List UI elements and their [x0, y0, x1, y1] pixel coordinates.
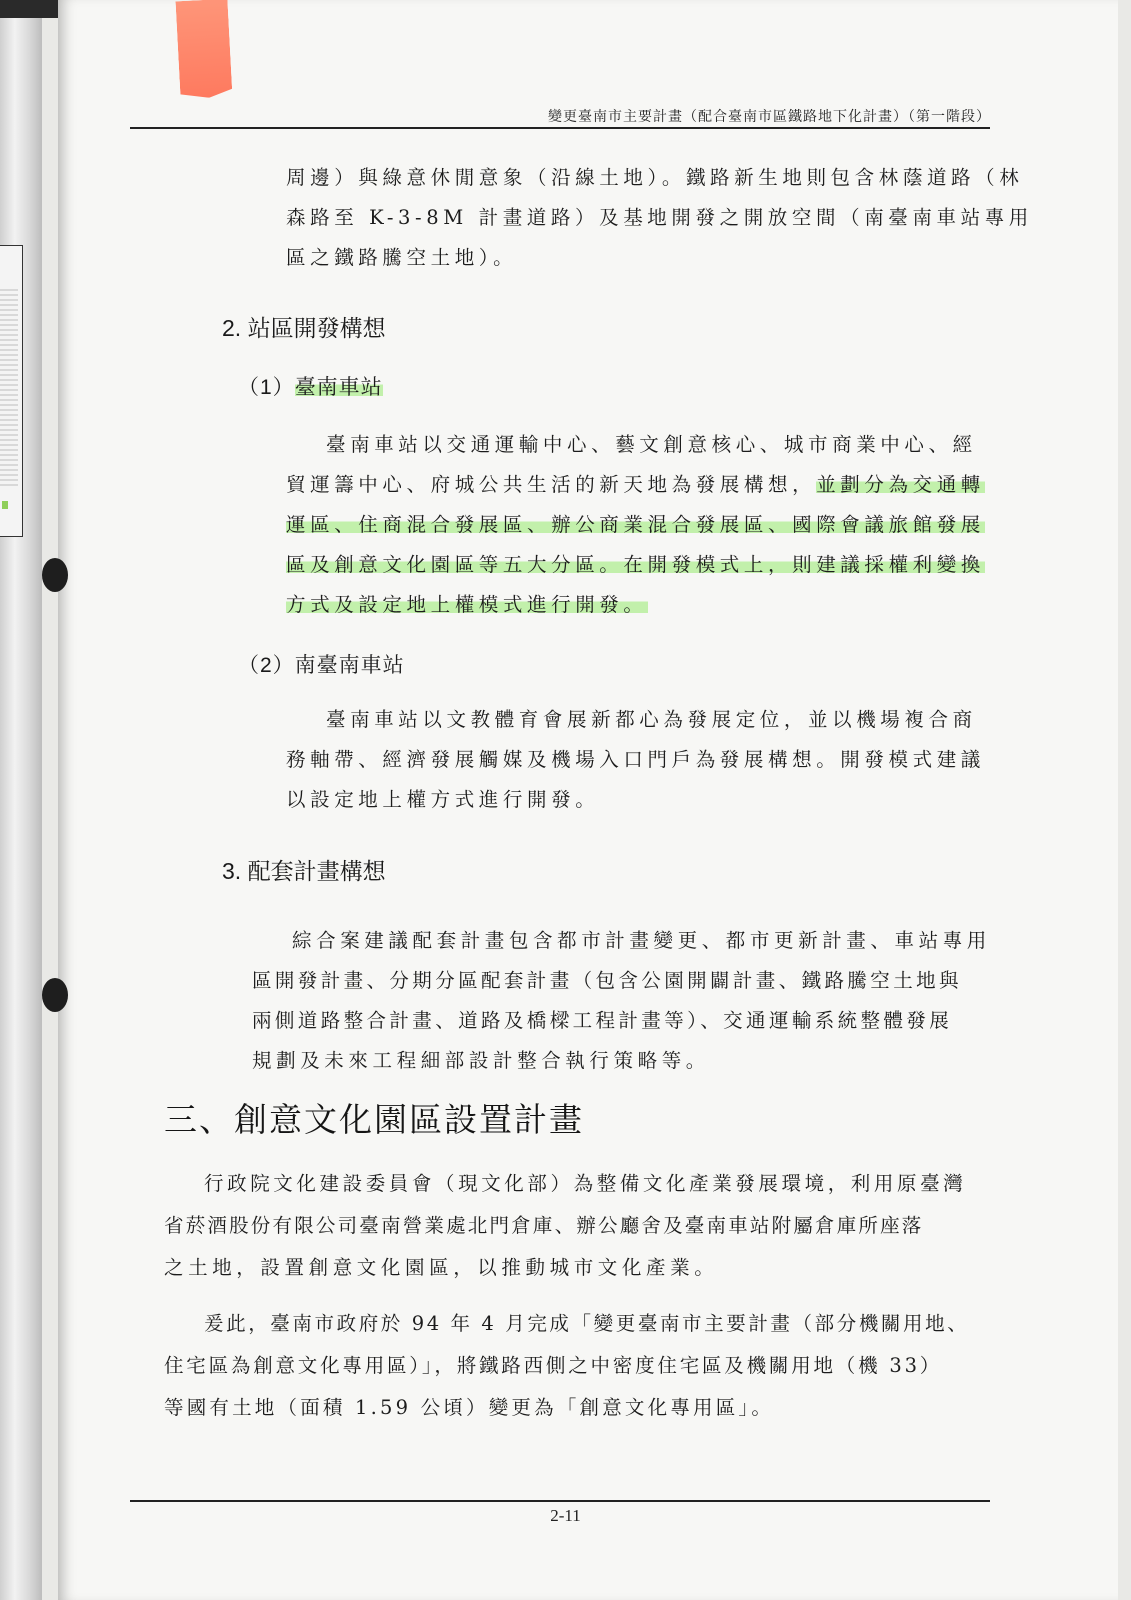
highlighted-text: 方式及設定地上權模式進行開發。	[286, 593, 648, 616]
adjacent-page-mark	[2, 501, 8, 509]
highlighted-text: 並劃分為交通轉	[816, 473, 985, 496]
paragraph-line: 臺南車站以文教體育會展新都心為發展定位，並以機場複合商	[326, 708, 977, 731]
header-rule	[130, 127, 990, 129]
tainan-station-paragraph	[286, 425, 985, 625]
paragraph-line: 規劃及未來工程細部設計整合執行策略等。	[252, 1049, 710, 1072]
paragraph-line	[286, 585, 985, 625]
item-heading-prefix: （1）	[238, 376, 295, 399]
highlighted-text: 運區、住商混合發展區、辦公商業混合發展區、國際會議旅館發展	[286, 513, 985, 536]
item-heading-south-tainan-station: （2）南臺南車站	[238, 654, 405, 677]
section-heading-station-development: 2. 站區開發構想	[222, 315, 386, 341]
paragraph-line	[286, 465, 985, 505]
adjacent-page-texture	[0, 286, 18, 486]
paragraph-line: 住宅區為創意文化專用區）」，將鐵路西側之中密度住宅區及機關用地（機 33）	[164, 1354, 943, 1377]
paragraph-line: 省菸酒股份有限公司臺南營業處北門倉庫、辦公廳舍及臺南車站附屬倉庫所座落	[164, 1214, 924, 1237]
paragraph-line: 臺南車站以交通運輸中心、藝文創意核心、城市商業中心、經	[326, 433, 977, 456]
paragraph-line	[286, 545, 985, 585]
intro-line: 森路至 K-3-8M 計畫道路）及基地開發之開放空間（南臺南車站專用	[286, 206, 1033, 229]
footer-rule	[130, 1500, 990, 1502]
paragraph-line: 之土地，設置創意文化園區，以推動城市文化產業。	[164, 1256, 719, 1279]
paragraph-line: 爰此，臺南市政府於 94 年 4 月完成「變更臺南市主要計畫（部分機關用地、	[204, 1312, 970, 1335]
intro-line: 區之鐵路騰空土地）。	[286, 246, 518, 269]
paragraph-line	[286, 505, 985, 545]
chapter-heading-creative-park: 三、創意文化園區設置計畫	[164, 1101, 584, 1138]
paragraph-line: 綜合案建議配套計畫包含都市計畫變更、都市更新計畫、車站專用	[292, 929, 991, 952]
supporting-plans-paragraph	[252, 921, 991, 1081]
adjacent-page-edge	[0, 245, 23, 537]
paragraph-line: 兩側道路整合計畫、道路及橋樑工程計畫等）、交通運輸系統整體發展	[252, 1009, 953, 1032]
section-heading-supporting-plans: 3. 配套計畫構想	[222, 858, 386, 884]
paragraph-line: 務軸帶、經濟發展觸媒及機場入口門戶為發展構想。開發模式建議	[286, 748, 985, 771]
binding-hole-top	[42, 558, 68, 592]
paragraph-line: 等國有土地（面積 1.59 公頃）變更為「創意文化專用區」。	[164, 1396, 775, 1419]
paragraph-line: 區開發計畫、分期分區配套計畫（包含公園開闢計畫、鐵路騰空土地與	[252, 969, 962, 992]
highlighted-text: 區及創意文化園區等五大分區。在開發模式上，則建議採權利變換	[286, 553, 985, 576]
south-tainan-station-paragraph	[286, 700, 985, 820]
item-heading-title: 臺南車站	[294, 376, 383, 399]
paragraph-line: 行政院文化建設委員會（現文化部）為整備文化產業發展環境，利用原臺灣	[204, 1172, 967, 1195]
intro-paragraph	[286, 158, 1033, 278]
running-header: 變更臺南市主要計畫（配合臺南市區鐵路地下化計畫）（第一階段）	[548, 108, 991, 124]
intro-line: 周邊）與綠意休閒意象（沿線土地）。鐵路新生地則包含林蔭道路（林	[286, 166, 1024, 189]
binding-hole-bottom	[42, 978, 68, 1012]
book-binding	[0, 0, 42, 1600]
paragraph-line: 以設定地上權方式進行開發。	[286, 788, 600, 811]
creative-park-paragraph-2	[164, 1303, 969, 1429]
sticky-tab-flag	[175, 0, 232, 99]
page-number: 2-11	[550, 1506, 581, 1525]
item-heading-tainan-station	[238, 371, 383, 401]
paragraph-line-part: 貿運籌中心、府城公共生活的新天地為發展構想，	[286, 473, 817, 496]
creative-park-paragraph-1	[164, 1163, 966, 1289]
